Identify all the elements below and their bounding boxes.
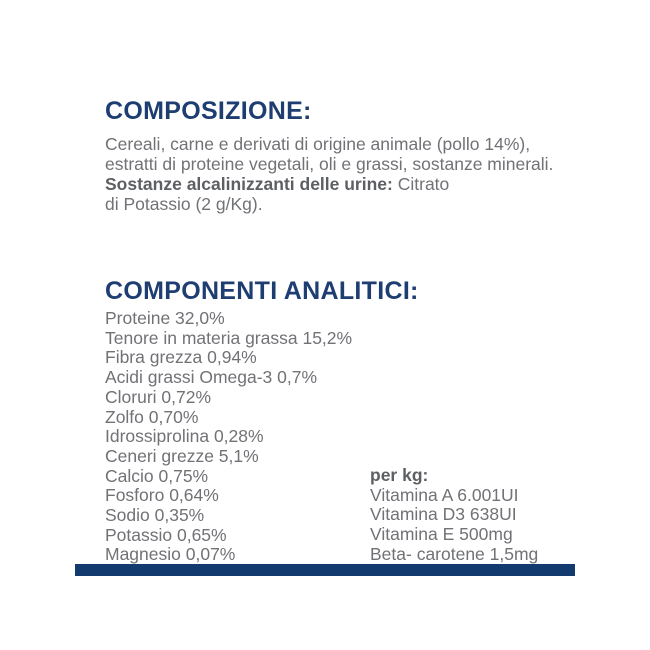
urine-alkalizing-value-line2: di Potassio (2 g/Kg). xyxy=(105,194,263,214)
analytical-components-heading: COMPONENTI ANALITICI: xyxy=(105,277,419,305)
analytical-item: Potassio 0,65% xyxy=(105,524,227,545)
analytical-item: Proteine 32,0% xyxy=(105,308,225,328)
analytical-item: Calcio 0,75% xyxy=(105,465,209,486)
composition-body xyxy=(105,134,560,214)
analytical-item: Ceneri grezze 5,1% xyxy=(105,445,259,466)
urine-alkalizing-line xyxy=(105,174,560,214)
urine-alkalizing-value-line1: Citrato xyxy=(397,174,450,194)
analytical-components-list xyxy=(105,309,352,565)
per-kg-item: Beta- carotene 1,5mg xyxy=(370,543,539,564)
per-kg-block xyxy=(370,466,538,565)
per-kg-heading: per kg: xyxy=(370,465,429,485)
analytical-item: Zolfo 0,70% xyxy=(105,406,199,427)
analytical-item: Tenore in materia grassa 15,2% xyxy=(105,327,353,348)
analytical-item: Magnesio 0,07% xyxy=(105,544,236,565)
analytical-item: Fosforo 0,64% xyxy=(105,485,219,506)
analytical-item: Cloruri 0,72% xyxy=(105,386,212,407)
composition-ingredients: Cereali, carne e derivati di origine animale (pollo 14%), estratti di proteine vegetali, oli e grassi, sostanze minerali. xyxy=(105,134,554,174)
analytical-item: Acidi grassi Omega-3 0,7% xyxy=(105,367,318,388)
divider-bar xyxy=(75,564,575,576)
analytical-item: Sodio 0,35% xyxy=(105,505,205,526)
per-kg-item: Vitamina A 6.001UI xyxy=(370,484,519,505)
analytical-item: Idrossiprolina 0,28% xyxy=(105,426,264,447)
urine-alkalizing-label: Sostanze alcalinizzanti delle urine: xyxy=(105,174,393,194)
composition-heading: COMPOSIZIONE: xyxy=(105,97,312,125)
per-kg-item: Vitamina D3 638UI xyxy=(370,504,517,525)
analytical-item: Fibra grezza 0,94% xyxy=(105,347,257,368)
per-kg-item: Vitamina E 500mg xyxy=(370,524,513,545)
